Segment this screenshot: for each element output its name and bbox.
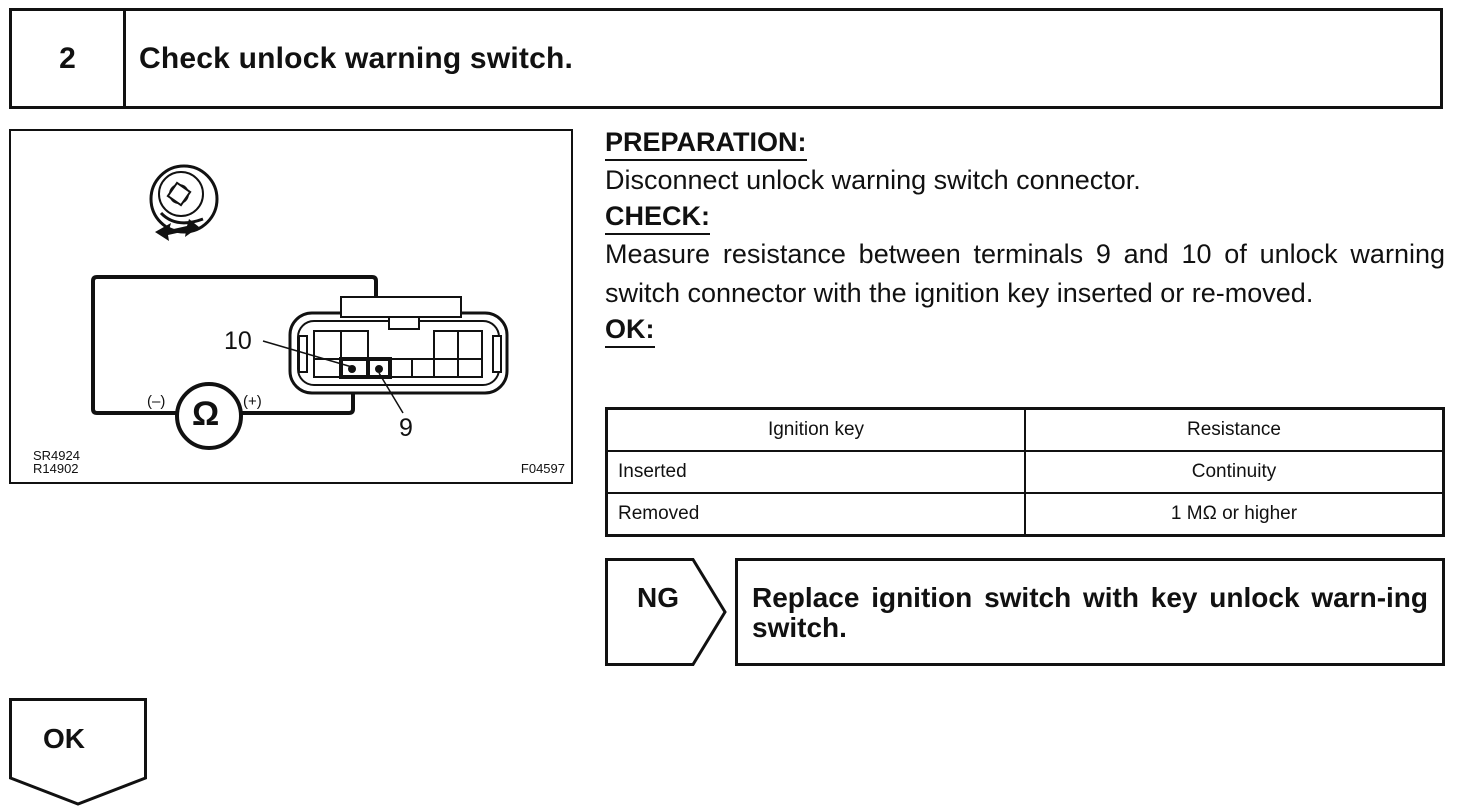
table-cell: Inserted (607, 451, 1026, 493)
table-row (607, 451, 1444, 493)
check-text: Measure resistance between terminals 9 and 10 of unlock warning switch connector with the ignition key inserted or re-moved. (605, 239, 1445, 308)
ref-code: R14902 (33, 461, 79, 476)
instructions (605, 126, 1445, 348)
ref-code: SR4924 (33, 448, 80, 463)
ng-branch (605, 558, 1445, 666)
step-header (9, 8, 1443, 109)
column-header: Ignition key (607, 409, 1026, 452)
table-cell: 1 MΩ or higher (1025, 493, 1444, 536)
table-header-row (607, 409, 1444, 452)
ok-resistance-table (605, 407, 1445, 537)
ng-label: NG (637, 582, 679, 613)
minus-sign: (–) (147, 393, 166, 410)
table-cell: Removed (607, 493, 1026, 536)
ok-heading: OK: (605, 313, 655, 348)
ok-flow-label: OK (43, 723, 85, 754)
reference-codes (33, 449, 80, 475)
connector-diagram (11, 131, 575, 486)
column-header: Resistance (1025, 409, 1444, 452)
terminal-9-label: 9 (399, 414, 413, 442)
ignition-key-dial-icon (151, 166, 217, 241)
terminal-10-label: 10 (224, 327, 252, 355)
ohm-symbol: Ω (192, 395, 220, 433)
step-title: Check unlock warning switch. (139, 41, 574, 75)
preparation-text: Disconnect unlock warning switch connector. (605, 165, 1141, 195)
plus-sign: (+) (243, 393, 262, 410)
connector-body (290, 297, 507, 393)
ng-action: Replace ignition switch with key unlock warn-ing switch. (735, 558, 1445, 666)
table-cell: Continuity (1025, 451, 1444, 493)
step-number: 2 (12, 11, 126, 106)
preparation-heading: PREPARATION: (605, 126, 807, 161)
table-row (607, 493, 1444, 536)
check-heading: CHECK: (605, 200, 710, 235)
figure-id: F04597 (520, 461, 565, 476)
wiring-illustration (9, 129, 573, 484)
